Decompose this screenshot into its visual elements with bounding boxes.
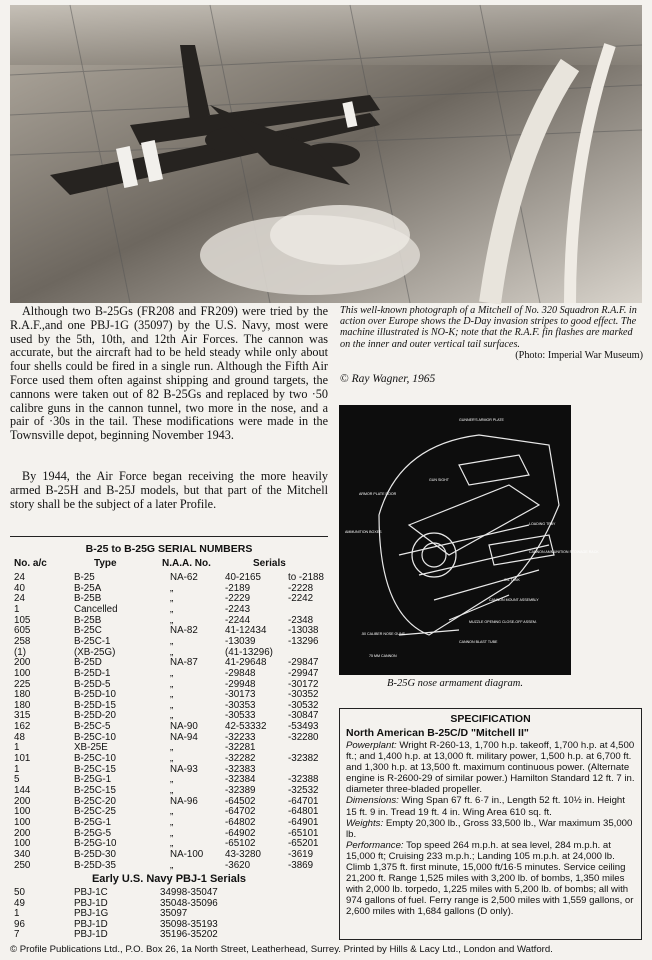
table-cell: -29847 xyxy=(288,657,319,669)
table-cell: 200 xyxy=(14,795,31,807)
table-cell: -32383 xyxy=(225,763,256,775)
table-cell: NA-87 xyxy=(170,657,198,669)
photo-credit: (Photo: Imperial War Museum) xyxy=(515,349,643,361)
table-cell: „ xyxy=(170,838,174,850)
table-cell: -3869 xyxy=(288,859,314,871)
table-cell: PBJ-1D xyxy=(74,929,108,940)
diagram-label: CANNON MOUNT ASSEMBLY xyxy=(489,598,539,602)
table-cell: -53493 xyxy=(288,721,319,733)
table-cell: „ xyxy=(170,603,174,615)
specification-box xyxy=(339,708,642,940)
table-cell: 48 xyxy=(14,731,25,743)
table-cell: -2228 xyxy=(288,582,314,594)
table-cell: „ xyxy=(170,753,174,765)
column-header: No. a/c xyxy=(14,558,47,569)
table-cell: 1 xyxy=(14,742,20,754)
table-cell: „ xyxy=(170,785,174,796)
spec-label: Weights: xyxy=(346,817,384,829)
table-cell: „ xyxy=(170,635,174,647)
table-cell: B-25G-5 xyxy=(74,827,112,839)
table-cell: „ xyxy=(170,614,174,626)
table-cell: NA-62 xyxy=(170,572,198,583)
table-cell: -65102 xyxy=(225,838,256,850)
table-cell: B-25C-1 xyxy=(74,635,111,647)
divider xyxy=(10,536,328,537)
table-cell: 41-29648 xyxy=(225,657,267,669)
table-cell: B-25D-35 xyxy=(74,859,116,871)
footer-symbol: © xyxy=(10,944,18,955)
column-header: N.A.A. No. xyxy=(162,558,211,569)
table-cell: -29947 xyxy=(288,667,319,679)
column-header: Type xyxy=(94,558,117,569)
table-cell: -2244 xyxy=(225,614,251,626)
diagram-label: LOADING TRAY xyxy=(529,522,556,526)
aircraft-photo xyxy=(10,5,642,303)
table-cell: 200 xyxy=(14,827,31,839)
table-cell: -3619 xyxy=(288,848,314,860)
table-cell: PBJ-1D xyxy=(74,918,108,930)
table-cell: B-25D-20 xyxy=(74,710,116,722)
copyright-text: Ray Wagner, 1965 xyxy=(351,373,436,385)
serials-table-header xyxy=(10,558,328,572)
table-cell: -65201 xyxy=(288,838,319,850)
table-cell: -2189 xyxy=(225,582,251,594)
table-cell: B-25B xyxy=(74,614,102,626)
table-cell: 250 xyxy=(14,859,31,871)
table-cell: -30172 xyxy=(288,678,319,690)
table-cell: 100 xyxy=(14,816,31,828)
photo-caption xyxy=(340,305,643,361)
table-cell: 43-3280 xyxy=(225,848,261,860)
table-cell: „ xyxy=(170,710,174,722)
table-cell: „ xyxy=(170,593,174,605)
table-cell: -64701 xyxy=(288,795,319,807)
navy-table-title: Early U.S. Navy PBJ-1 Serials xyxy=(91,873,247,885)
table-cell: 100 xyxy=(14,838,31,850)
table-cell: -32280 xyxy=(288,731,319,743)
table-cell: -30353 xyxy=(225,699,256,711)
table-cell: -64801 xyxy=(288,806,319,818)
table-cell: -65101 xyxy=(288,827,319,839)
table-cell: B-25D-15 xyxy=(74,699,116,711)
table-cell: B-25D-10 xyxy=(74,689,116,701)
table-cell: 200 xyxy=(14,657,31,669)
table-cell: -64901 xyxy=(288,816,319,828)
table-cell: PBJ-1G xyxy=(74,908,109,919)
footer-text: Profile Publications Ltd., P.O. Box 26, 1a North Street, Leatherhead, Surrey. Printed by Hills & Lacy Ltd., London and Watford. xyxy=(19,944,553,955)
spec-label: Powerplant: xyxy=(346,740,397,751)
table-cell: „ xyxy=(170,827,174,839)
table-cell: -64702 xyxy=(225,806,256,818)
photo-caption-text: This well-known photograph of a Mitchell of No. 320 Squadron R.A.F. in action over Europe shows the D-Day invasion stripes to good effect. The machine illustrated is NO-K; note that the R.A.F. fin flashes are marked on the inner and outer vertical tail surfaces. xyxy=(340,305,637,350)
diagram-label: GUN SIGHT xyxy=(429,478,449,482)
table-cell: -32282 xyxy=(225,753,256,765)
table-cell: -32389 xyxy=(225,785,256,796)
spec-label: Performance: xyxy=(346,839,404,851)
table-cell: 34998-35047 xyxy=(160,887,218,898)
table-cell: 41-12434 xyxy=(225,625,267,637)
table-cell: 1 xyxy=(14,763,20,775)
table-cell: „ xyxy=(170,699,174,711)
table-cell: 24 xyxy=(14,593,25,605)
table-cell: -64502 xyxy=(225,795,256,807)
navy-serials-table xyxy=(10,888,328,943)
table-cell: 40-2165 xyxy=(225,572,261,583)
table-cell: -30533 xyxy=(225,710,256,722)
table-cell: „ xyxy=(170,582,174,594)
table-cell: -29948 xyxy=(225,678,256,690)
diagram-label: CANNON AMMUNITION STOWAGE RACK xyxy=(529,550,599,554)
table-cell: 605 xyxy=(14,625,31,637)
table-cell: B-25D-1 xyxy=(74,667,111,679)
table-cell: „ xyxy=(170,859,174,871)
table-cell: -32388 xyxy=(288,774,319,786)
table-cell: NA-94 xyxy=(170,731,198,743)
diagram-label: ARMOR PLATE DOOR xyxy=(359,492,397,496)
table-cell: -2243 xyxy=(225,603,251,615)
table-cell: -3620 xyxy=(225,859,251,871)
spec-dimensions: Wing Span 67 ft. 6·7 in., Length 52 ft. 10½ in. Height 15 ft. 9 in. Tread 19 ft. 4 in. Wing Area 610 sq. ft. xyxy=(346,795,625,818)
table-cell: 100 xyxy=(14,806,31,818)
table-cell: NA-82 xyxy=(170,625,198,637)
diagram-label: 75 MM CANNON xyxy=(369,654,397,658)
table-cell: -32532 xyxy=(288,785,319,796)
table-cell: NA-90 xyxy=(170,721,198,733)
table-cell: -32233 xyxy=(225,731,256,743)
spec-body xyxy=(346,740,638,918)
table-cell: NA-96 xyxy=(170,795,198,807)
nose-armament-diagram xyxy=(339,405,599,675)
table-cell: „ xyxy=(170,689,174,701)
table-cell: 24 xyxy=(14,572,25,583)
table-cell: 35196-35202 xyxy=(160,929,218,940)
diagram-label: AMMUNITION BOXES xyxy=(345,530,382,534)
table-cell: B-25 xyxy=(74,572,95,583)
table-cell: 35098-35193 xyxy=(160,918,218,930)
table-cell: -32281 xyxy=(225,742,256,754)
serials-table xyxy=(10,573,328,873)
table-cell: „ xyxy=(170,742,174,754)
table-cell: „ xyxy=(170,774,174,786)
table-cell: PBJ-1D xyxy=(74,897,108,909)
column-header: Serials xyxy=(253,558,286,569)
table-cell: B-25A xyxy=(74,582,102,594)
table-cell: „ xyxy=(170,806,174,818)
spec-performance: Top speed 264 m.p.h. at sea level, 284 m.p.h. at 15,000 ft; Cruising 233 m.p.h.; Landing 105 m.p.h. at 24,000 lb. Climb 1,375 ft. first minute, 15,000 ft/16·5 minutes. Service ceiling 21,200 ft. Range 1,525 miles with 3,200 lb. of bombs, 1,350 miles with 2,000 lb. torpedo, 1,225 miles with 5,200 lb. of bombs; all with 974 gallons of fuel. Ferry range is 2,500 miles with 1,559 gallons, or 2,600 miles with 1,684 gallons (D only). xyxy=(346,839,634,918)
table-cell: 7 xyxy=(14,929,20,940)
table-cell: -30532 xyxy=(288,699,319,711)
table-cell: -64802 xyxy=(225,816,256,828)
table-cell: B-25G-1 xyxy=(74,816,112,828)
table-cell: -30173 xyxy=(225,689,256,701)
table-cell: B-25C-5 xyxy=(74,721,111,733)
table-cell: 5 xyxy=(14,774,20,786)
table-cell: 180 xyxy=(14,689,31,701)
diagram-caption: B-25G nose armament diagram. xyxy=(387,678,523,689)
table-cell: 35097 xyxy=(160,908,188,919)
table-cell: NA-100 xyxy=(170,848,204,860)
table-cell: B-25G-1 xyxy=(74,774,112,786)
table-cell: NA-93 xyxy=(170,763,198,775)
serials-table-title: B-25 to B-25G SERIAL NUMBERS xyxy=(85,543,253,555)
diagram-label: GUNNER'S ARMOR PLATE xyxy=(459,418,504,422)
table-cell: 35048-35096 xyxy=(160,897,218,909)
table-cell: -32384 xyxy=(225,774,256,786)
table-cell: PBJ-1C xyxy=(74,887,108,898)
table-cell: (XB-25G) xyxy=(74,646,116,658)
table-cell: 105 xyxy=(14,614,31,626)
table-cell: 315 xyxy=(14,710,31,722)
table-cell: XB-25E xyxy=(74,742,108,754)
table-cell: (1) xyxy=(14,646,26,658)
table-cell: -32382 xyxy=(288,753,319,765)
copyright-line xyxy=(340,373,435,385)
table-cell: „ xyxy=(170,667,174,679)
table-cell: B-25D-5 xyxy=(74,678,111,690)
table-cell: B-25C-15 xyxy=(74,785,116,796)
spec-title: SPECIFICATION xyxy=(450,713,531,725)
table-cell: B-25B xyxy=(74,593,102,605)
table-cell: -13039 xyxy=(225,635,256,647)
spec-subtitle: North American B-25C/D "Mitchell II" xyxy=(346,727,529,739)
spec-weights: Empty 20,300 lb., Gross 33,500 lb., War maximum 35,000 lb. xyxy=(346,817,633,840)
table-cell: 40 xyxy=(14,582,25,594)
table-cell: B-25G-10 xyxy=(74,838,117,850)
body-paragraph-1: Although two B-25Gs (FR208 and FR209) were tried by the R.A.F.,and one PBJ-1G (35097) by the U.S. Navy, most were used by the 5th, 10th, and 12th Air Forces. The cannon was accurate, but the aircraft had to be held steady while only about four shells could be fired in a single run. Although the Fifth Air Force used them often against shipping and ground targets, the cannons were taken out of 82 B-25Gs and replaced by two ·50 calibre guns in the cannon tunnel, two more in the nose, and a pair of ·30s in the tail. These modifications were made in the Townsville depot, beginning November 1943. xyxy=(10,304,328,443)
table-cell: „ xyxy=(170,678,174,690)
table-cell: -30847 xyxy=(288,710,319,722)
table-cell: 162 xyxy=(14,721,31,733)
table-cell: B-25C-10 xyxy=(74,731,116,743)
table-cell: -29848 xyxy=(225,667,256,679)
table-cell: B-25C xyxy=(74,625,102,637)
table-cell: 42-53332 xyxy=(225,721,267,733)
table-cell: B-25C-20 xyxy=(74,795,116,807)
diagram-label: MUZZLE OPENING CLOSE-OFF ASSEM. xyxy=(469,620,537,624)
table-cell: to -2188 xyxy=(288,572,324,583)
table-cell: -13296 xyxy=(288,635,319,647)
table-cell: -64902 xyxy=(225,827,256,839)
table-cell: B-25C-10 xyxy=(74,753,116,765)
table-cell: 180 xyxy=(14,699,31,711)
table-cell: 144 xyxy=(14,785,31,796)
table-cell: 49 xyxy=(14,897,25,909)
copyright-symbol: © xyxy=(340,373,349,385)
table-cell: 1 xyxy=(14,908,20,919)
spec-label: Dimensions: xyxy=(346,795,399,807)
diagram-label: .50 CALIBER NOSE GUNS xyxy=(361,632,405,636)
diagram-label: OIL TANK xyxy=(504,578,520,582)
table-cell: „ xyxy=(170,816,174,828)
table-cell: 1 xyxy=(14,603,20,615)
table-cell: „ xyxy=(170,646,174,658)
table-cell: 340 xyxy=(14,848,31,860)
diagram-label: CANNON BLAST TUBE xyxy=(459,640,498,644)
table-cell: B-25D-30 xyxy=(74,848,116,860)
table-cell: -2348 xyxy=(288,614,314,626)
table-cell: -2242 xyxy=(288,593,314,605)
table-cell: B-25D xyxy=(74,657,102,669)
table-cell: B-25C-25 xyxy=(74,806,116,818)
publisher-footer xyxy=(10,944,642,955)
table-cell: Cancelled xyxy=(74,603,118,615)
table-cell: -2229 xyxy=(225,593,251,605)
table-cell: 225 xyxy=(14,678,31,690)
table-cell: -30352 xyxy=(288,689,319,701)
spec-powerplant: Wright R-260-13, 1,700 h.p. takeoff, 1,700 h.p. at 4,500 ft.; and 1,400 h.p. at 13,000 ft. military power, 1,500 h.p. at 6,700 ft. and 1,300 h.p. at 13,500 ft. maximum continuous power. (Alternate engine is R-2600-29 of similar power.) Hamilton Standard 12 ft. 7 in. diameter three-bladed propeller. xyxy=(346,740,635,796)
table-cell: 101 xyxy=(14,753,31,765)
table-cell: 258 xyxy=(14,635,31,647)
table-cell: 96 xyxy=(14,918,25,930)
table-cell: (41-13296) xyxy=(225,646,273,658)
table-cell: 100 xyxy=(14,667,31,679)
table-cell: -13038 xyxy=(288,625,319,637)
body-paragraph-2: By 1944, the Air Force began receiving the more heavily armed B-25H and B-25J models, but that part of the Mitchell story shall be the subject of a later Profile. xyxy=(10,469,328,511)
table-cell: 50 xyxy=(14,887,25,898)
table-cell: B-25C-15 xyxy=(74,763,116,775)
